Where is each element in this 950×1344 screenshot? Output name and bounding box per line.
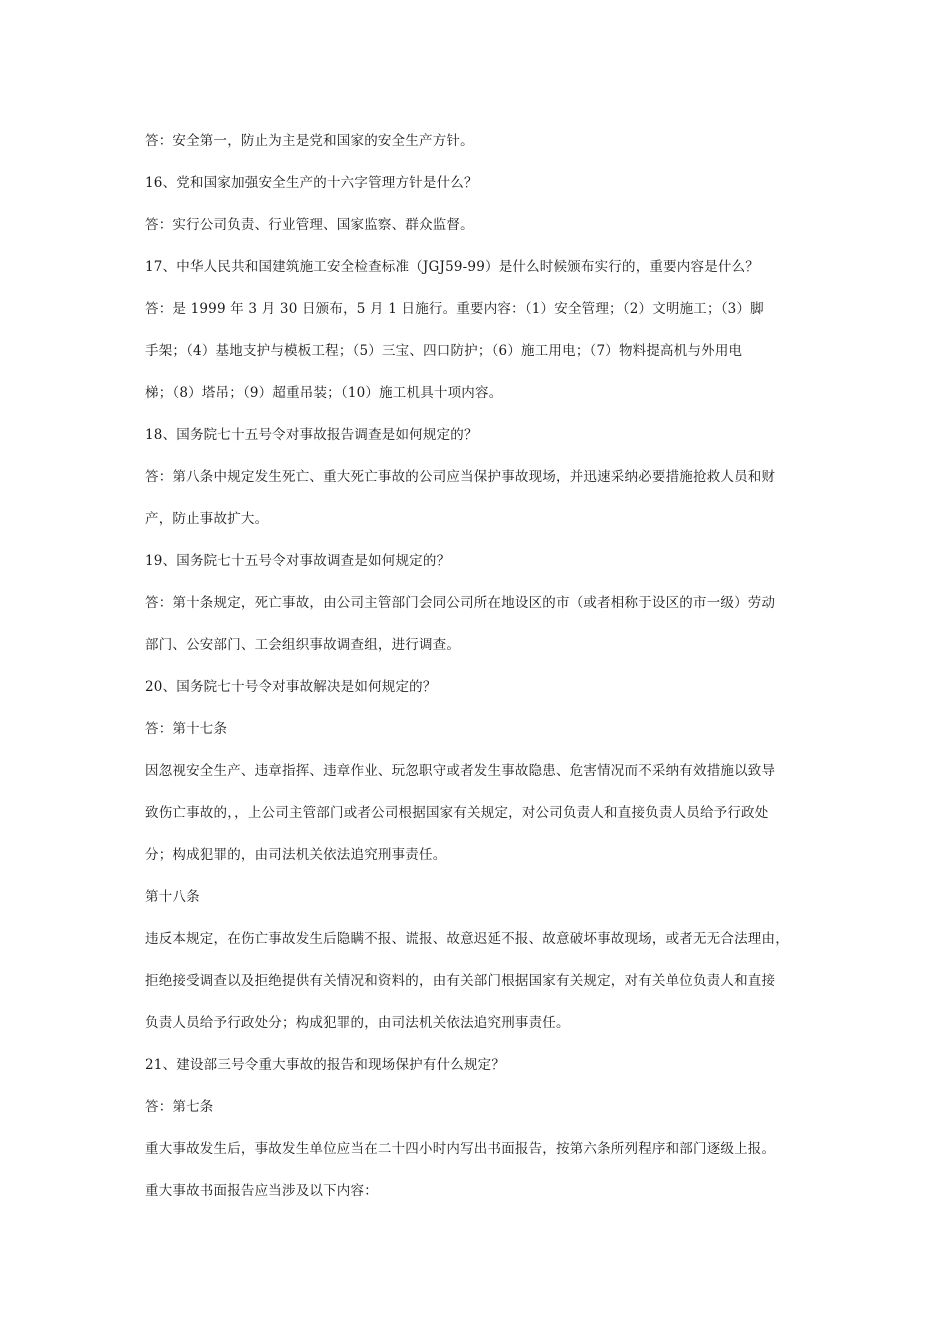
question-17: 17、中华人民共和国建筑施工安全检查标准（JGJ59-99）是什么时候颁布实行的，重要内容是什么？ xyxy=(145,259,760,275)
answer-line: 答：第十条规定，死亡事故，由公司主管部门会同公司所在地设区的市（或者相称于设区的市一级）劳动 xyxy=(145,595,776,611)
paragraph-line: 手架；（4）基地支护与模板工程；（5）三宝、四口防护；（6）施工用电；（7）物料提高机与外用电 xyxy=(145,343,743,359)
question-21: 21、建设部三号令重大事故的报告和现场保护有什么规定？ xyxy=(145,1057,506,1073)
paragraph-line: 分；构成犯罪的，由司法机关依法追究刑事责任。 xyxy=(145,847,447,863)
answer-line: 答：第七条 xyxy=(145,1099,214,1115)
paragraph-line: 重大事故发生后，事故发生单位应当在二十四小时内写出书面报告，按第六条所列程序和部门逐级上报。 xyxy=(145,1141,776,1157)
article-heading: 第十八条 xyxy=(145,889,200,905)
paragraph-line: 违反本规定，在伤亡事故发生后隐瞒不报、谎报、故意迟延不报、故意破坏事故现场，或者无无合法理由， xyxy=(145,931,789,947)
question-18: 18、国务院七十五号令对事故报告调查是如何规定的？ xyxy=(145,427,478,443)
paragraph-line: 部门、公安部门、工会组织事故调查组，进行调查。 xyxy=(145,637,461,653)
answer-line: 答：实行公司负责、行业管理、国家监察、群众监督。 xyxy=(145,217,474,233)
paragraph-line: 拒绝接受调查以及拒绝提供有关情况和资料的，由有关部门根据国家有关规定，对有关单位负责人和直接 xyxy=(145,973,776,989)
answer-line: 答：是 1999 年 3 月 30 日颁布，5 月 1 日施行。重要内容：（1）安全管理；（2）文明施工；（3）脚 xyxy=(145,301,764,317)
answer-line: 答：第十七条 xyxy=(145,721,228,737)
paragraph-line: 致伤亡事故的，，上公司主管部门或者公司根据国家有关规定，对公司负责人和直接负责人员给予行政处 xyxy=(145,805,769,821)
question-20: 20、国务院七十号令对事故解决是如何规定的？ xyxy=(145,679,437,695)
paragraph-line: 产，防止事故扩大。 xyxy=(145,511,269,527)
document-body xyxy=(145,120,810,1212)
question-16: 16、党和国家加强安全生产的十六字管理方针是什么？ xyxy=(145,175,478,191)
question-19: 19、国务院七十五号令对事故调查是如何规定的？ xyxy=(145,553,451,569)
answer-line: 答：安全第一，防止为主是党和国家的安全生产方针。 xyxy=(145,133,474,149)
paragraph-line: 梯；（8）塔吊；（9）超重吊装；（10）施工机具十项内容。 xyxy=(145,385,503,401)
paragraph-line: 重大事故书面报告应当涉及以下内容： xyxy=(145,1183,378,1199)
paragraph-line: 负责人员给予行政处分；构成犯罪的，由司法机关依法追究刑事责任。 xyxy=(145,1015,570,1031)
answer-line: 答：第八条中规定发生死亡、重大死亡事故的公司应当保护事故现场，并迅速采纳必要措施抢救人员和财 xyxy=(145,469,776,485)
paragraph-line: 因忽视安全生产、违章指挥、违章作业、玩忽职守或者发生事故隐患、危害情况而不采纳有效措施以致导 xyxy=(145,763,776,779)
